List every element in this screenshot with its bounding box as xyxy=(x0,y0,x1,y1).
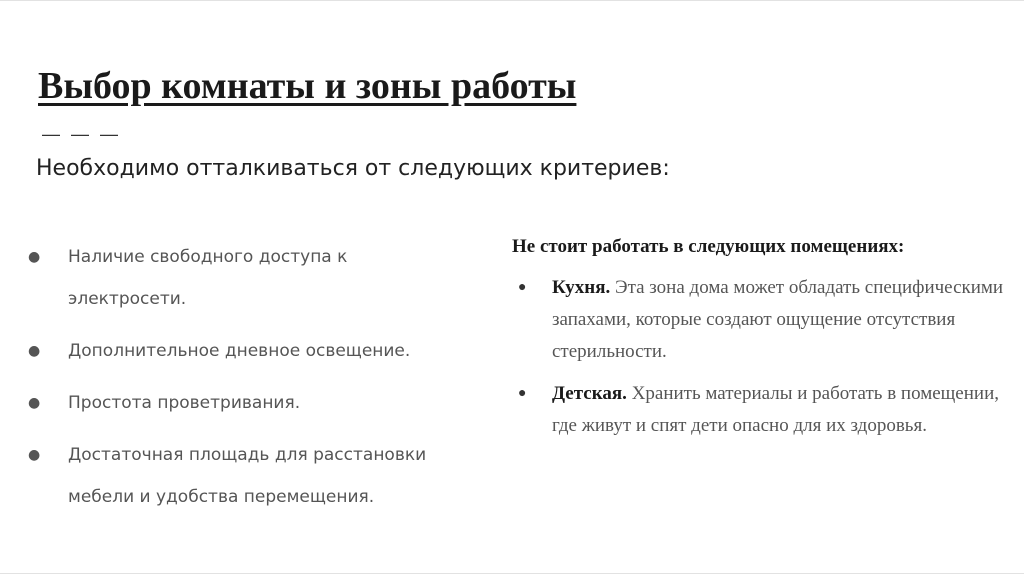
room-item-text xyxy=(552,272,1010,368)
rooms-to-avoid-heading: Не стоит работать в следующих помещениях: xyxy=(512,236,905,257)
bullet-icon: ● xyxy=(518,280,527,295)
bullet-icon: ● xyxy=(28,395,41,411)
criteria-item-text: Достаточная площадь для расстановки мебели и удобства перемещения. xyxy=(68,445,427,507)
criteria-item-text: Наличие свободного доступа к электросети. xyxy=(68,247,348,309)
list-item xyxy=(510,378,1010,442)
criteria-item-text: Простота проветривания. xyxy=(68,393,301,413)
room-item-description: Эта зона дома может обладать специфическими запахами, которые создают ощущение отсутствия стерильности. xyxy=(552,277,1004,362)
bullet-icon: ● xyxy=(28,343,41,359)
slide-subtitle: Необходимо отталкиваться от следующих критериев: xyxy=(36,156,670,181)
list-item xyxy=(28,434,468,518)
list-item xyxy=(28,382,468,424)
room-item-term: Детская. xyxy=(552,383,627,404)
list-item xyxy=(28,330,468,372)
bullet-icon: ● xyxy=(28,447,41,463)
title-dashes: — — — xyxy=(42,124,122,144)
criteria-item-text: Дополнительное дневное освещение. xyxy=(68,341,411,361)
list-item xyxy=(510,272,1010,368)
bullet-icon: ● xyxy=(518,386,527,401)
rooms-to-avoid-list xyxy=(510,272,1010,442)
bullet-icon: ● xyxy=(28,249,41,265)
room-item-term: Кухня. xyxy=(552,277,611,298)
criteria-list xyxy=(28,236,468,528)
rooms-to-avoid-section xyxy=(510,236,1010,452)
room-item-description: Хранить материалы и работать в помещении, где живут и спят дети опасно для их здоровья. xyxy=(552,383,999,436)
slide-title: Выбор комнаты и зоны работы xyxy=(38,65,577,107)
room-item-text xyxy=(552,378,1010,442)
list-item xyxy=(28,236,468,320)
